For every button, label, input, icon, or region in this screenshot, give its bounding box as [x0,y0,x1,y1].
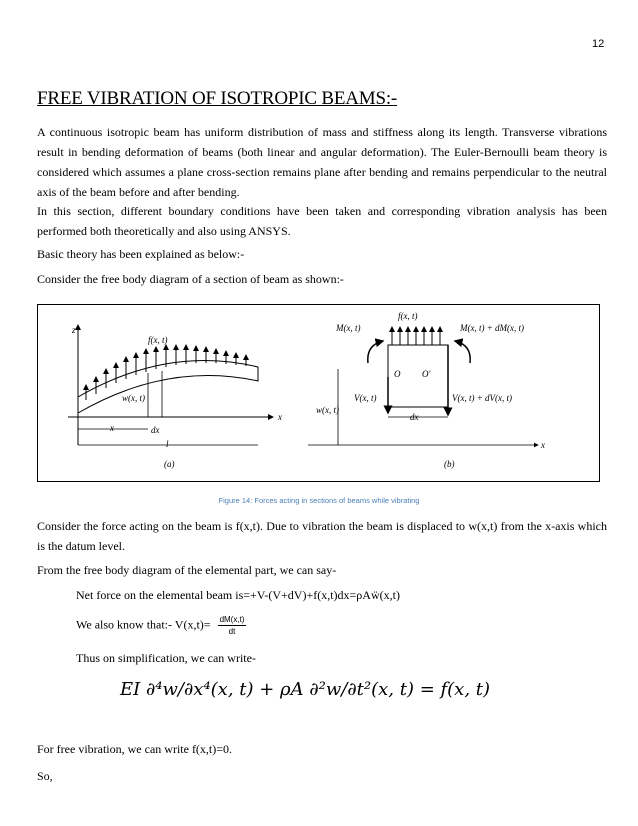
basic-theory-line: Basic theory has been explained as below:- [37,247,245,261]
deflection-label-b: w(x, t) [316,405,339,415]
beam-figure [37,304,600,482]
label-b: (b) [444,459,455,469]
section-heading: FREE VIBRATION OF ISOTROPIC BEAMS:- [37,88,398,109]
dx-label-b: dx [410,412,419,422]
figure-caption: Figure 14: Forces acting in sections of beams while vibrating [218,496,420,505]
beam-diagram [38,305,599,481]
element-load-arrows [392,327,440,345]
consider-fbd-line: Consider the free body diagram of a section of beam as shown:- [37,272,344,286]
intro-paragraph: A continuous isotropic beam has uniform distribution of mass and stiffness along its length. Transverse vibrations result in bending deformation of beams (both linear and angular deformation). The Euler-Bernoulli beam theory is considered which assumes a plane cross-section remains plane after bending and remains perpendicular to the neutral axis of the beam before and after bending. [37,125,607,199]
free-vibration-line: For free vibration, we can write f(x,t)=0. [37,742,233,756]
x-axis-label-b: x [541,440,545,450]
simplification-line: Thus on simplification, we can write- [76,651,256,665]
governing-equation: EI ∂⁴w/∂x⁴(x, t) + ρA ∂²w/∂t²(x, t) = f(x, t) [120,679,491,700]
derivative-fraction [218,614,247,637]
deflection-label-a: w(x, t) [122,393,145,403]
shear-label: V(x, t) [354,393,377,403]
moment-label: M(x, t) [336,323,361,333]
load-label-a: f(x, t) [148,335,168,345]
so-line: So, [37,769,53,783]
fraction-denominator: dt [228,627,236,636]
from-fbd-line: From the free body diagram of the elemental part, we can say- [37,563,337,577]
also-know-text: We also know that:- V(x,t)= [76,617,211,632]
x-dim-label: x [110,423,114,433]
dx-label-a: dx [151,425,160,435]
origin-o-label: O [394,369,401,379]
also-know-line [76,614,246,637]
page-number: 12 [592,38,605,50]
net-force-line: Net force on the elemental beam is=+V-(V+dV)+f(x,t)dx=ρAẅ(x,t) [76,588,400,602]
label-a: (a) [164,459,175,469]
moment-left-arrow [368,341,383,363]
force-paragraph: Consider the force acting on the beam is f(x,t). Due to vibration the beam is displaced to w(x,t) from the x-axis which is the datum level. [37,519,607,553]
l-label: l [166,439,169,449]
z-label: z [72,325,76,335]
x-axis-label-a: x [278,412,282,422]
moment-plus-label: M(x, t) + dM(x, t) [460,323,525,333]
fraction-numerator: dM(x,t) [219,615,245,624]
load-label-b: f(x, t) [398,311,418,321]
moment-right-arrow [455,341,470,363]
origin-o-prime-label: O′ [422,369,431,379]
shear-plus-label: V(x, t) + dV(x, t) [452,393,513,403]
section-paragraph: In this section, different boundary conditions have been taken and corresponding vibration analysis has been performed both theoretically and also using ANSYS. [37,204,607,238]
beam-body [78,360,258,413]
